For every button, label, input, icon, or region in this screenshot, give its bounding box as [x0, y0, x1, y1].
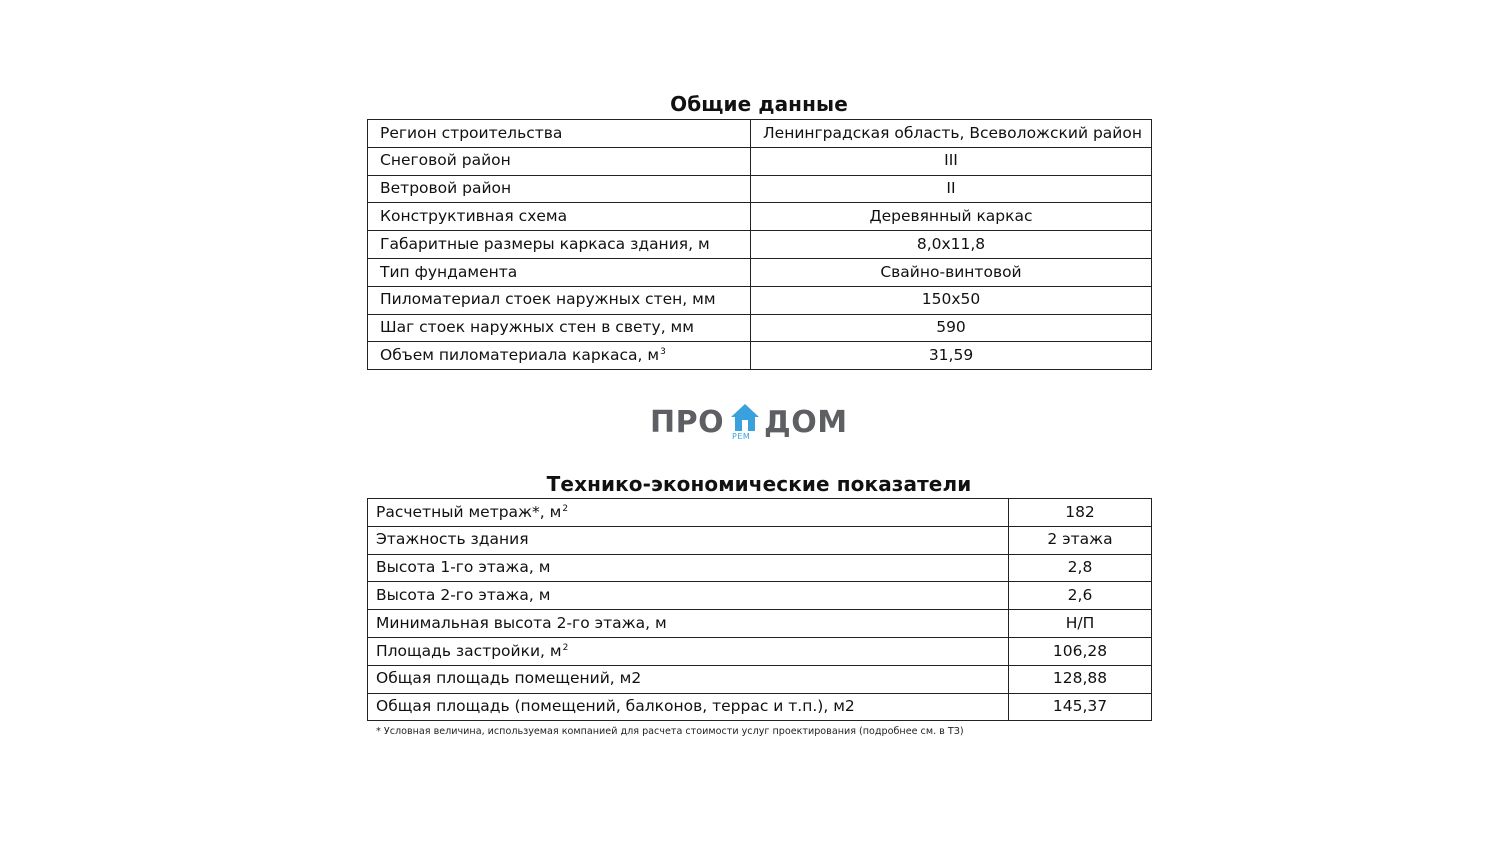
row-label: Общая площадь (помещений, балконов, террас и т.п.), м2 — [368, 693, 1009, 721]
table-row — [368, 665, 1152, 693]
row-label: Регион строительства — [368, 120, 751, 148]
tech-indicators-title: Технико-экономические показатели — [546, 472, 972, 496]
table-row — [368, 554, 1152, 582]
table-row — [368, 203, 1152, 231]
row-label-text: Объем пиломатериала каркаса, м — [380, 346, 660, 365]
row-label: Высота 1-го этажа, м — [368, 554, 1009, 582]
table-row — [368, 582, 1152, 610]
row-label: Снеговой район — [368, 147, 751, 175]
row-value: 106,28 — [1009, 637, 1152, 665]
row-label — [368, 342, 751, 370]
house-icon — [729, 402, 761, 434]
row-value: 8,0x11,8 — [751, 231, 1152, 259]
row-value: II — [751, 175, 1152, 203]
row-label — [368, 637, 1009, 665]
unit-superscript: 2 — [562, 503, 569, 514]
general-data-table — [367, 119, 1152, 370]
table-row — [368, 314, 1152, 342]
tech-indicators-table — [367, 498, 1152, 721]
table-row — [368, 286, 1152, 314]
row-value: 145,37 — [1009, 693, 1152, 721]
table-row — [368, 175, 1152, 203]
table-row — [368, 342, 1152, 370]
row-value: 31,59 — [751, 342, 1152, 370]
unit-superscript: 2 — [562, 642, 569, 653]
row-label-text: Расчетный метраж*, м — [376, 502, 562, 521]
row-value: 2,8 — [1009, 554, 1152, 582]
row-value: 2,6 — [1009, 582, 1152, 610]
row-value: Деревянный каркас — [751, 203, 1152, 231]
row-label: Ветровой район — [368, 175, 751, 203]
logo-subtext: РЕМ — [732, 432, 751, 441]
row-label: Шаг стоек наружных стен в свету, мм — [368, 314, 751, 342]
general-data-title: Общие данные — [670, 92, 848, 116]
row-value: Н/П — [1009, 610, 1152, 638]
row-label: Общая площадь помещений, м2 — [368, 665, 1009, 693]
table-row — [368, 499, 1152, 527]
table-row — [368, 526, 1152, 554]
row-label: Габаритные размеры каркаса здания, м — [368, 231, 751, 259]
row-value: 2 этажа — [1009, 526, 1152, 554]
table-row — [368, 258, 1152, 286]
table-row — [368, 231, 1152, 259]
row-value: Свайно-винтовой — [751, 258, 1152, 286]
row-value: 150x50 — [751, 286, 1152, 314]
table-row — [368, 147, 1152, 175]
footnote: * Условная величина, используемая компанией для расчета стоимости услуг проектирования (подробнее см. в ТЗ) — [376, 726, 964, 737]
row-label: Минимальная высота 2-го этажа, м — [368, 610, 1009, 638]
table-row — [368, 120, 1152, 148]
row-label: Тип фундамента — [368, 258, 751, 286]
row-label: Этажность здания — [368, 526, 1009, 554]
table-row — [368, 610, 1152, 638]
row-label-text: Площадь застройки, м — [376, 641, 562, 660]
unit-superscript: 3 — [660, 347, 666, 358]
row-label: Высота 2-го этажа, м — [368, 582, 1009, 610]
row-label — [368, 499, 1009, 527]
row-value: 182 — [1009, 499, 1152, 527]
company-logo — [650, 402, 850, 446]
table-row — [368, 637, 1152, 665]
row-value: III — [751, 147, 1152, 175]
row-value: Ленинградская область, Всеволожский район — [751, 120, 1152, 148]
table-row — [368, 693, 1152, 721]
row-label: Конструктивная схема — [368, 203, 751, 231]
row-label: Пиломатериал стоек наружных стен, мм — [368, 286, 751, 314]
logo-word-dom: ДОМ — [764, 405, 848, 440]
logo-word-pro: ПРО — [650, 405, 725, 440]
row-value: 128,88 — [1009, 665, 1152, 693]
row-value: 590 — [751, 314, 1152, 342]
